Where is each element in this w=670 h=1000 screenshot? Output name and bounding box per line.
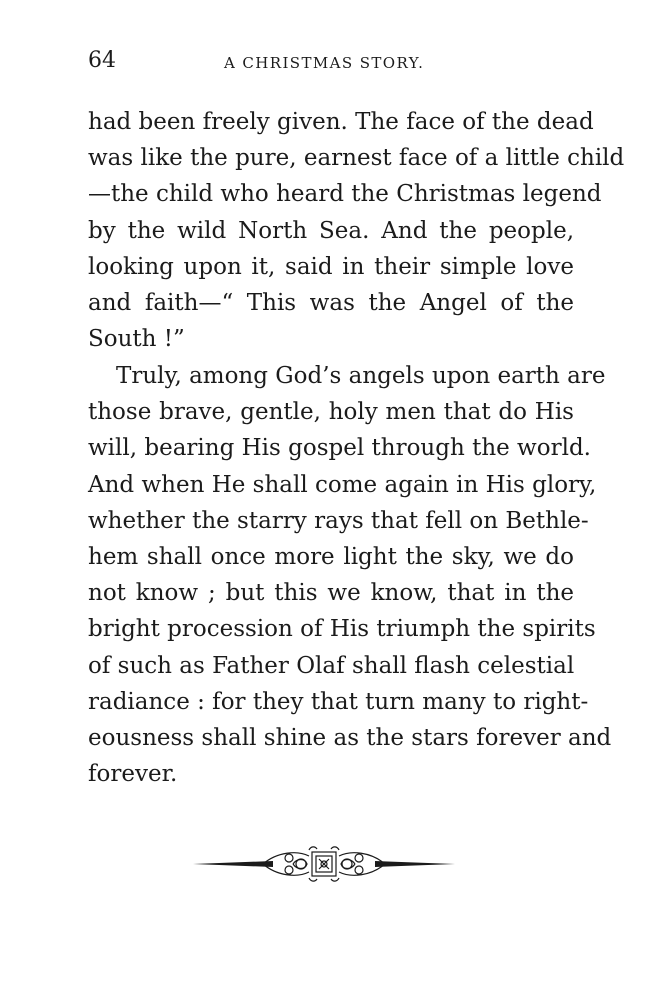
text-line: eousness shall shine as the stars forever and [88,724,612,751]
text-line: And when He shall come again in His glory, [88,471,597,498]
page-number: 64 [88,48,116,73]
page-header [88,48,574,76]
paragraph-2 [88,358,612,792]
text-line: by the wild North Sea. And the people, [88,217,574,244]
text-line: was like the pure, earnest face of a little child [88,145,625,172]
text-line: will, bearing His gospel through the world. [88,435,591,462]
decorative-scroll-ornament-icon [193,840,455,888]
text-line: Truly, among God’s angels upon earth are [116,363,606,389]
text-line: bright procession of His triumph the spirits [88,616,596,643]
running-title: A CHRISTMAS STORY. [224,54,425,72]
text-line: radiance : for they that turn many to right- [88,688,589,715]
text-line: hem shall once more light the sky, we do [88,543,574,570]
text-line: and faith—“ This was the Angel of the [88,289,574,316]
text-line: not know ; but this we know, that in the [88,580,574,607]
text-line: of such as Father Olaf shall flash celestial [88,652,575,679]
text-line: —the child who heard the Christmas legend [88,181,602,208]
text-line: looking upon it, said in their simple love [88,253,574,280]
paragraph-1 [88,104,625,357]
text-line: had been freely given. The face of the dead [88,109,594,135]
text-line: forever. [88,761,178,788]
text-line: whether the starry rays that fell on Bethle- [88,507,589,534]
text-line: those brave, gentle, holy men that do His [88,399,574,426]
text-line: South !” [88,326,185,353]
